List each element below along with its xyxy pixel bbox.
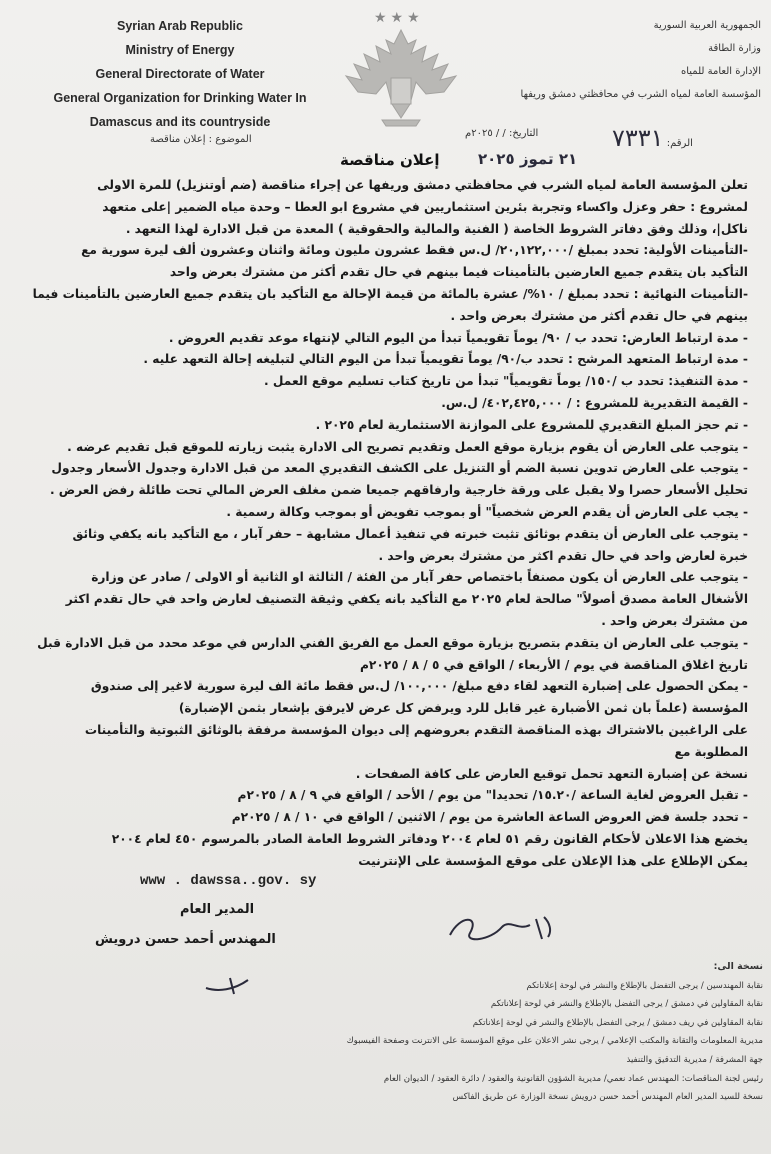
handwritten-date: ٢١ تموز ٢٠٢٥ (478, 150, 578, 168)
distribution-item: نقابة المقاولين في دمشق / يرجى التفضل بالإطلاع والنشر في لوحة إعلاناتكم (490, 999, 763, 1010)
body-line: بينهم في حال تقدم أكثر من مشترك بعرض واحد . (450, 308, 748, 323)
body-line: - تحدد جلسة فض العروض الساعة العاشرة من يوم / الاثنين / الواقع في ١٠ / ٨ / ٢٠٢٥م (231, 810, 748, 825)
website-link[interactable]: www . dawssa..gov. sy (140, 873, 317, 889)
header-en-line: General Organization for Drinking Water In (53, 91, 307, 105)
body-line: -التأمينات الأولية: تحدد بمبلغ /٢٠,١٢٢,٠٠٠/ ل.س فقط عشرون مليون ومائة واثنان وعشرون ألف ليرة سورية مع (81, 243, 748, 258)
distribution-list (23, 958, 763, 1107)
header-ar-line: الجمهورية العربية السورية (653, 20, 761, 31)
distribution-item: نسخة للسيد المدير العام المهندس أحمد حسن درويش نسخة الوزارة عن طريق الفاكس (452, 1092, 763, 1103)
distribution-title: نسخة الى: (713, 961, 763, 972)
body-line: -التأمينات النهائية : تحدد بمبلغ / ١٠%/ عشرة بالمائة من قيمة الإحالة مع التأكيد بان يتقدم جميع العارضين بالتأمينات فيما (32, 286, 748, 301)
header-en-line: Ministry of Energy (125, 43, 235, 57)
body-line: من مشترك بعرض واحد . (601, 613, 748, 628)
header-en-line: General Directorate of Water (95, 67, 265, 81)
subject-line: الموضوع : إعلان مناقصة (150, 134, 252, 145)
body-line: الأشغال العامة مصدق أصولاً" صالحة لعام ٢٠٢٥ مع التأكيد بانه يكفي وثيقة التصنيف لعارض واحد في حال تقدم اكثر (65, 592, 748, 607)
body-line: - يجب على العارض أن يقدم العرض شخصياً" أو بموجب تفويض أو بموجب وكالة رسمية . (226, 504, 748, 519)
body-line: - يتوجب على العارض تدوين نسبة الضم أو التنزيل على الكشف التقديري المعد من قبل الادارة وجدول الأسعار وجدول (51, 461, 748, 476)
date-label: التاريخ: (508, 128, 539, 139)
header-arabic (521, 14, 761, 106)
eagle-emblem-icon (336, 22, 466, 132)
handwritten-number: ٧٣٣١ (612, 124, 664, 152)
distribution-item: نقابة المهندسين / يرجى التفضل بالإطلاع والنشر في لوحة إعلاناتكم (526, 980, 763, 991)
body-line: على الراغبين بالاشتراك بهذه المناقصة التقدم بعروضهم إلى ديوان المؤسسة مرفقة بالوثائق الثبوتية والتأمينات المطلوبة مع (84, 722, 748, 759)
header-en-line: Syrian Arab Republic (117, 19, 243, 33)
body-line: تاريخ اغلاق المناقصة في يوم / الأربعاء / الواقع في ٥ / ٨ / ٢٠٢٥م (359, 657, 748, 672)
signatory-title: المدير العام (180, 902, 255, 917)
number-label: الرقم: (666, 138, 693, 149)
body-line: خبرة لعارض واحد في حال تقدم اكثر من مشترك بعرض واحد . (378, 548, 748, 563)
body-line: - مدة ارتباط المتعهد المرشح : تحدد ب/٩٠/ يوماً تقويمياً تبدأ من اليوم التالي لتبليغه إحالة التعهد عليه . (143, 352, 748, 367)
body-line: - يتوجب على العارض أن يتقدم بوثائق تثبت خبرته في تنفيذ أعمال مشابهة – حفر آبار ، مع التأكيد بانه يكفي وثائق (72, 526, 748, 541)
body-line: تعلن المؤسسة العامة لمياه الشرب في محافظتي دمشق وريفها عن إجراء مناقصة (ضم أوتنزيل) للمرة الاولى (97, 178, 748, 192)
emblem-stars: ★★★ (374, 10, 424, 26)
header-ar-line: الإدارة العامة للمياه (681, 66, 761, 77)
body-line: - يتوجب على العارض أن يكون مصنفاً باختصاص حفر آبار من الفئة / الثالثة او الثانية أو الاولى / صادر عن وزارة (91, 570, 748, 585)
body-line: ناكل|، وذلك وفق دفاتر الشروط الخاصة ( الفنية والمالية والحقوقية ) المعدة من قبل الادارة لهذا التعهد . (125, 221, 748, 236)
distribution-item: جهة المشرفة / مديرية التدقيق والتنفيذ (626, 1054, 763, 1065)
body-line: - تم حجز المبلغ التقديري للمشروع على الموازنة الاستثمارية لعام ٢٠٢٥ . (315, 417, 748, 432)
body-line: يمكن الإطلاع على هذا الإعلان على موقع المؤسسة على الإنترنيت (358, 853, 748, 868)
body-line: - مدة التنفيذ: تحدد ب /١٥٠/ يوماً تقويمياً" تبدأ من تاريخ كتاب تسليم موقع العمل . (264, 374, 748, 389)
body-line: - تقبل العروض لغاية الساعة /١٥.٢٠/ تحديدا" من يوم / الأحد / الواقع في ٩ / ٨ / ٢٠٢٥م (237, 788, 748, 803)
body-line: لمشروع : حفر وعزل واكساء وتجربة بئرين استثماريين في مشروع ابو العطا – وحدة مياه الضمير |على متعهد (102, 199, 748, 214)
announcement-body (28, 175, 748, 873)
handwritten-signature-icon (440, 905, 560, 955)
body-line: تحليل الأسعار حصرا ولا يقبل على ورقة خارجية وارفاقهم جميعا ضمن مغلف العرض المالي تحت طائلة رفض العرض . (49, 483, 748, 498)
date-value: / / ٢٠٢٥م (465, 128, 506, 139)
body-line: - القيمة التقديرية للمشروع : / ٤٠٢,٤٢٥,٠٠٠/ ل.س. (441, 395, 748, 410)
header-ar-line: وزارة الطاقة (708, 43, 761, 54)
distribution-item: نقابة المقاولين في ريف دمشق / يرجى التفضل بالإطلاع والنشر في لوحة إعلاناتكم (472, 1017, 763, 1028)
reference-number (612, 124, 693, 152)
header-ar-line: المؤسسة العامة لمياه الشرب في محافظتي دمشق وريفها (520, 89, 761, 100)
distribution-item: مديرية المعلومات والتقانة والمكتب الإعلامي / يرجى نشر الاعلان على موقع المؤسسة على الانترنت وصفحة الفيسبوك (346, 1036, 763, 1047)
body-line: - يتوجب على العارض ان يتقدم بتصريح بزيارة موقع العمل مع الفريق الفني الدارس في موعد محدد من قبل الادارة قبل (37, 635, 748, 650)
body-line: نسخة عن إضبارة التعهد تحمل توقيع العارض على كافة الصفحات . (355, 766, 748, 781)
document-title: إعلان مناقصة (340, 151, 440, 169)
body-line: - مدة ارتباط العارض: تحدد ب / ٩٠/ يوماً تقويمياً تبدأ من اليوم التالي لإنتهاء موعد تقديم العروض . (168, 330, 748, 345)
body-line: التأكيد بان يتقدم جميع العارضين بالتأمينات فيما بينهم في حال تقدم أكثر من مشترك بعرض واحد (169, 265, 748, 280)
signatory-name: المهندس أحمد حسن درويش (95, 932, 276, 947)
body-line: - يتوجب على العارض أن يقوم بزيارة موقع العمل وتقديم تصريح الى الادارة يثبت زيارته للموقع قبل تقديم عرضه . (67, 439, 748, 454)
body-line: المؤسسة (علماً بان ثمن الأضبارة غير قابل للرد ويرفض كل عرض لايرفق بإشعار بثمن الإضبارة) (178, 701, 748, 716)
body-line: يخضع هذا الاعلان لأحكام القانون رقم ٥١ لعام ٢٠٠٤ ودفاتر الشروط العامة الصادر بالمرسوم ٤٥٠ لعام ٢٠٠٤ (111, 831, 748, 846)
document-date (465, 128, 538, 139)
header-english (40, 14, 320, 134)
header-en-line: Damascus and its countryside (89, 115, 271, 129)
distribution-item: رئيس لجنة المناقصات: المهندس عماد نعمي/ مديرية الشؤون القانونية والعقود / دائرة العقود / الديوان العام (383, 1073, 763, 1084)
body-line: - يمكن الحصول على إضبارة التعهد لقاء دفع مبلغ/ ١٠٠,٠٠٠/ ل.س فقط مائة الف ليرة سورية لاغير إلى صندوق (90, 679, 748, 694)
